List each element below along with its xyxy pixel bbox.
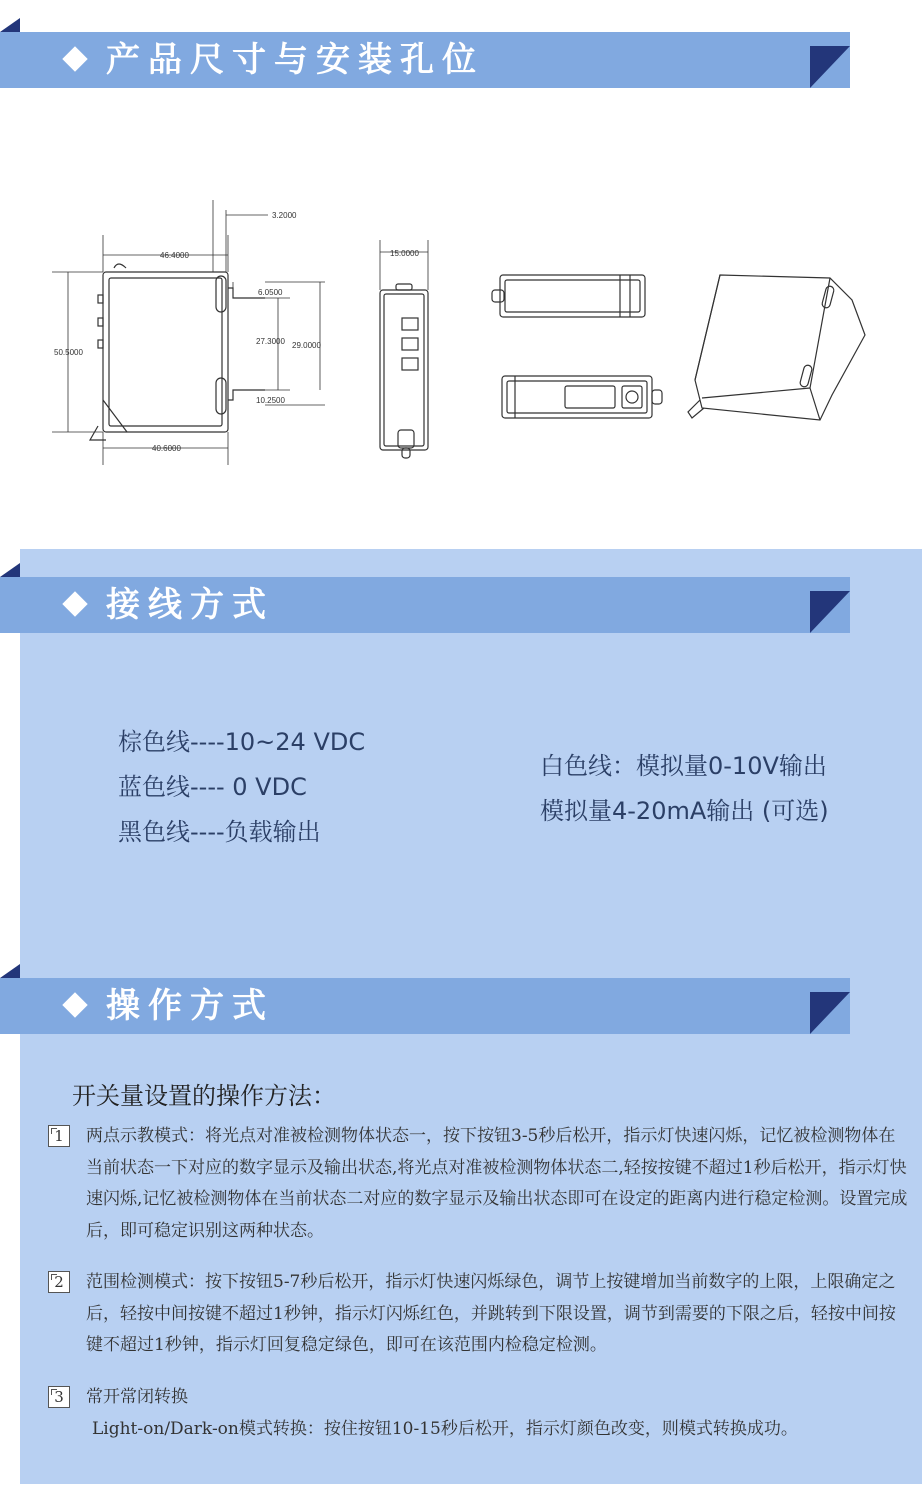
wire-white: 白色线：模拟量0-10V输出 xyxy=(540,752,827,780)
dim-label: 46.4000 xyxy=(160,251,189,260)
section-title-dimensions: 产品尺寸与安装孔位 xyxy=(106,40,484,80)
section-banner-operation xyxy=(0,978,850,1034)
corner-flag-icon xyxy=(810,577,850,633)
corner-flag-icon xyxy=(810,978,850,1034)
item-subtext: Light-on/Dark-on模式转换：按住按钮10-15秒后松开，指示灯颜色改变，则模式转换成功。 xyxy=(92,1418,798,1439)
wiring-left-list xyxy=(118,720,365,855)
section-title-wiring: 接线方式 xyxy=(106,585,274,625)
section-banner-wiring xyxy=(0,577,850,633)
dim-label: 40.6000 xyxy=(152,444,181,453)
dim-label: 27.3000 xyxy=(256,337,285,346)
operation-item-2 xyxy=(48,1267,908,1362)
operation-item-1 xyxy=(48,1121,908,1247)
banner-corner-triangle xyxy=(0,563,20,577)
dimension-drawing xyxy=(40,190,890,490)
banner-corner-triangle xyxy=(0,18,20,32)
dim-label: 10.2500 xyxy=(256,396,285,405)
dim-label: 3.2000 xyxy=(272,211,297,220)
corner-flag-icon xyxy=(810,32,850,88)
section-title-operation: 操作方式 xyxy=(106,986,274,1026)
wire-blue: 蓝色线---- 0 VDC xyxy=(118,773,307,801)
wire-black: 黑色线----负载输出 xyxy=(118,818,321,846)
diamond-icon xyxy=(62,992,87,1017)
analog-optional: 模拟量4-20mA输出 (可选) xyxy=(540,797,829,825)
wiring-right-list xyxy=(540,744,829,834)
dim-label: 15.0000 xyxy=(390,249,419,258)
dim-label: 29.0000 xyxy=(292,341,321,350)
section-banner-dimensions xyxy=(0,32,850,88)
banner-corner-triangle xyxy=(0,964,20,978)
dim-label: 50.5000 xyxy=(54,348,83,357)
item-number-badge: 2 xyxy=(48,1271,70,1293)
dim-label: 6.0500 xyxy=(258,288,283,297)
item-number-badge: 1 xyxy=(48,1125,70,1147)
item-text: 两点示教模式：将光点对准被检测物体状态一，按下按钮3-5秒后松开，指示灯快速闪烁，记忆被检测物体在当前状态一下对应的数字显示及输出状态,将光点对准被检测物体状态二,轻按按键不超过1秒后松开，指示灯快速闪烁,记忆被检测物体在当前状态二对应的数字显示及输出状态即可在设定的距离内进行稳定检测。设置完成后，即可稳定识别这两种状态。 xyxy=(86,1126,908,1241)
diamond-icon xyxy=(62,46,87,71)
operation-item-3 xyxy=(48,1382,908,1445)
diamond-icon xyxy=(62,591,87,616)
wire-brown: 棕色线----10~24 VDC xyxy=(118,728,366,756)
item-number-badge: 3 xyxy=(48,1386,70,1408)
item-text: 范围检测模式：按下按钮5-7秒后松开，指示灯快速闪烁绿色，调节上按键增加当前数字的上限，上限确定之后，轻按中间按键不超过1秒钟，指示灯闪烁红色，并跳转到下限设置，调节到需要的下限之后，轻按中间按键不超过1秒钟，指示灯回复稳定绿色，即可在该范围内检稳定检测。 xyxy=(86,1272,896,1355)
operation-heading: 开关量设置的操作方法： xyxy=(72,1082,336,1110)
item-text: 常开常闭转换 xyxy=(86,1387,188,1407)
